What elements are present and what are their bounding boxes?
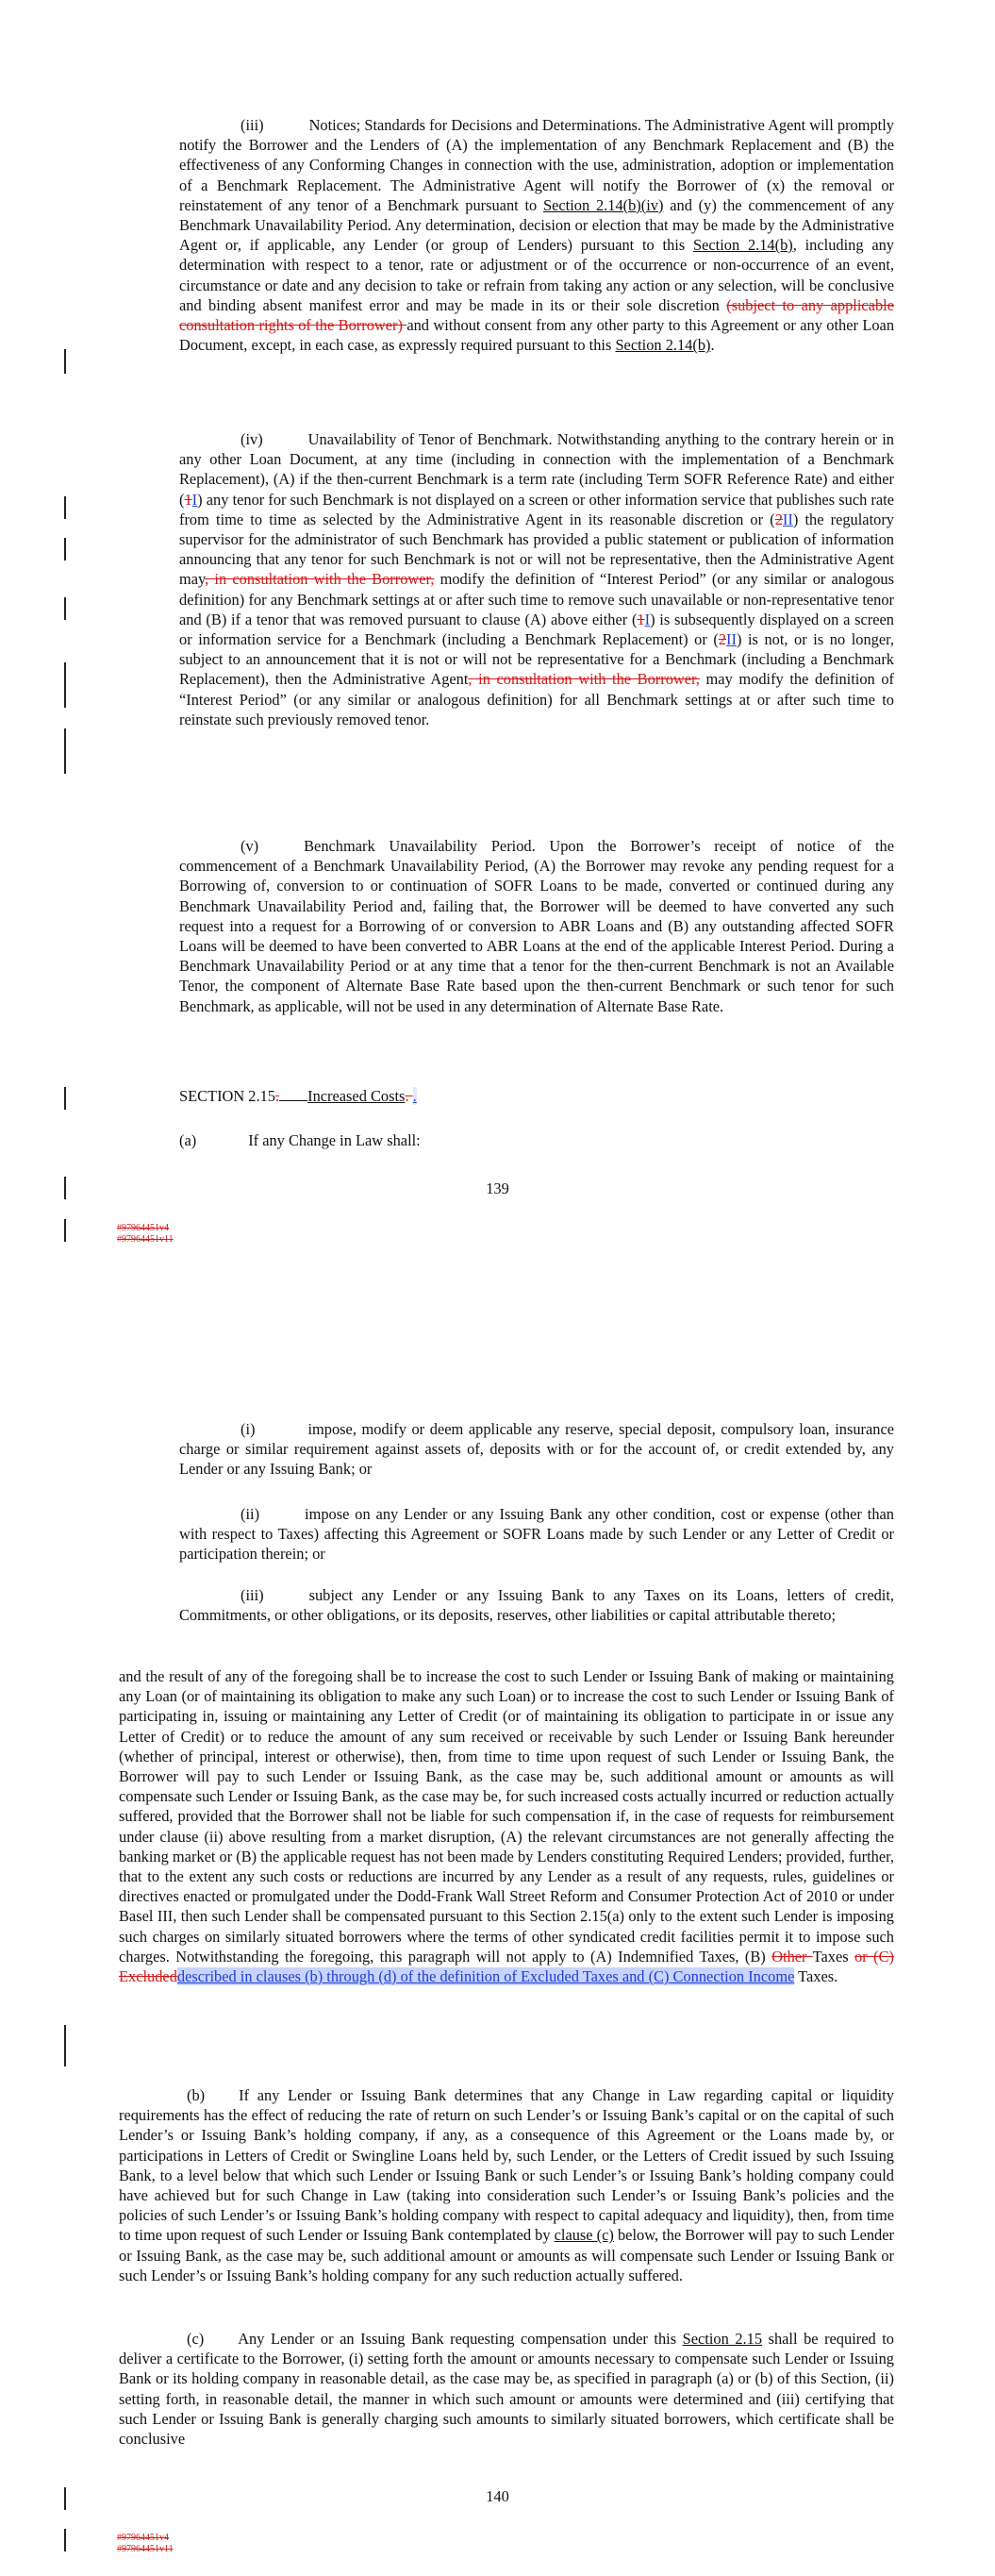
deleted-text: .: [405, 1087, 413, 1105]
section-reference: Section 2.14(b)(iv): [543, 195, 664, 214]
change-bar: [64, 1087, 66, 1110]
change-bar: [64, 496, 66, 519]
change-bar: [64, 1219, 66, 1242]
deleted-text: (subject to any applicable consultation rights of the Borrower): [179, 295, 894, 335]
section-reference: Section 2.15: [682, 2330, 763, 2348]
footer-doc-id: #97964451v4 #97964451v11: [117, 1223, 174, 1245]
deleted-text: 2: [718, 630, 727, 649]
change-bar: [64, 2025, 66, 2066]
clause-b: (b) If any Lender or Issuing Bank determines that any Change in Law regarding capital or liquidity requirements has the effect of reducing the rate of return on such Lender’s or Issuing Bank’s capital or on the capital of such Lender’s or Issuing Bank’s holding company, if any, as a consequence of this Agreement or the Loans made by, or participations in Letters of Credit or Swingline Loans held by, such Lender, or the Letters of Credit issued by such Issuing Bank, to a level below that which such Lender or Issuing Bank or such Lender’s or Issuing Bank’s holding company could have achieved but for such Change in Law (taking into consideration such Lender’s or Issuing Bank’s policies and the policies of such Lender’s or Issuing Bank’s holding company with respect to capital adequacy and liquidity), then, from time to time upon request of such Lender or Issuing Bank contemplated by clause (c) below, the Borrower will pay to such Lender or Issuing Bank, as the case may be, such additional amount or amounts as will compensate such Lender or Issuing Bank or such Lender’s or Issuing Bank’s holding company for any such reduction actually suffered.: [119, 2086, 894, 2284]
item-ii: (ii) impose on any Lender or any Issuing Bank any other condition, cost or expense (other than with respect to Taxes) affecting this Agreement or SOFR Loans made by such Lender or any Letter of Credit or participation therein; or: [179, 1505, 894, 1564]
deleted-text: 1: [184, 490, 192, 509]
clause-reference: clause (c): [554, 2226, 614, 2245]
clause-c: (c) Any Lender or an Issuing Bank requesting compensation under this Section 2.15 shall be required to deliver a certificate to the Borrower, (i) setting forth the amount or amounts necessary to compensate such Lender or Issuing Bank or its holding company in reasonable detail, as the case may be, as specified in paragraph (a) or (b) of this Section, (ii) setting forth, in reasonable detail, the manner in which such amount or amounts were determined and (iii) certifying that such Lender or Issuing Bank is generally charging such amounts to similarly situated borrowers, which certificate shall be conclusive: [119, 2330, 894, 2449]
page-number: 139: [486, 1179, 509, 1197]
inserted-text: II: [726, 630, 737, 649]
change-bar: [64, 597, 66, 620]
result-paragraph: and the result of any of the foregoing shall be to increase the cost to such Lender or Issuing Bank of making or maintaining any Loan (or of maintaining its obligation to make any such Loan) or to increase the cost to such Lender or Issuing Bank of participating in, issuing or maintaining any Letter of Credit (or of maintaining its obligation to participate in or issue any Letter of Credit) or to reduce the amount of any sum received or receivable by such Lender or Issuing Bank hereunder (whether of principal, interest or otherwise), then, from time to time upon request of such Lender or Issuing Bank, the Borrower will pay to such Lender or Issuing Bank, as the case may be, such additional amount or amounts as will compensate such Lender or Issuing Bank, as the case may be, for such increased costs actually incurred or reduction actually suffered, provided that the Borrower shall not be liable for such compensation if, in the case of requests for reimbursement under clause (ii) above resulting from a market disruption, (A) the relevant circumstances are not generally affecting the banking market or (B) the applicable request has not been made by Lenders constituting Required Lenders; provided, further, that to the extent any such costs or reductions are incurred by any Lender as a result of any requests, rules, guidelines or directives enacted or promulgated under the Dodd-Frank Wall Street Reform and Consumer Protection Act of 2010 or under Basel III, then such Lender shall be compensated pursuant to this Section 2.15(a) only to the extent such Lender is imposing such charges on similarly situated borrowers where the terms of other syndicated credit facilities permit it to impose such charges. Notwithstanding the foregoing, this paragraph will not apply to (A) Indemnified Taxes, (B) Other Taxes or (C) Excludeddescribed in clauses (b) through (d) of the definition of Excluded Taxes and (C) Connection Income Taxes.: [119, 1667, 894, 1986]
deleted-text: Other: [771, 1947, 813, 1965]
footer-doc-id: #97964451v4 #97964451v11: [117, 2533, 174, 2554]
paragraph-iii: (iii) Notices; Standards for Decisions and Determinations. The Administrative Agent will promptly notify the Borrower and the Lenders of (A) the implementation of any Benchmark Replacement and (B) the effectiveness of any Conforming Changes in connection with the use, administration, adoption or implementation of a Benchmark Replacement. The Administrative Agent will notify the Borrower of (x) the removal or reinstatement of any tenor of a Benchmark pursuant to Section 2.14(b)(iv) and (y) the commencement of any Benchmark Unavailability Period. Any determination, decision or election that may be made by the Administrative Agent or, if applicable, any Lender (or group of Lenders) pursuant to this Section 2.14(b), including any determination with respect to a tenor, rate or adjustment or of the occurrence or non-occurrence of an event, circumstance or date and any decision to take or refrain from taking any action or any selection, will be conclusive and binding absent manifest error and may be made in its or their sole discretion (subject to any applicable consultation rights of the Borrower) and without consent from any other party to this Agreement or any other Loan Document, except, in each case, as expressly required pursuant to this Section 2.14(b).: [179, 116, 895, 355]
inserted-text: .: [412, 1087, 417, 1105]
section-reference: Section 2.14(b): [615, 336, 711, 355]
inserted-text: II: [782, 510, 793, 528]
deleted-text: or (C) Excluded: [119, 1947, 894, 1986]
page-139: [0, 0, 995, 1264]
deleted-text: , in consultation with the Borrower,: [468, 670, 700, 689]
section-reference: Section 2.14(b): [693, 236, 793, 255]
section-heading: SECTION 2.15. Increased Costs. .: [179, 1087, 417, 1105]
change-bar: [64, 538, 66, 560]
inserted-text: I: [644, 610, 651, 628]
deleted-text: 2: [774, 510, 783, 528]
change-bar: [64, 2529, 66, 2551]
change-bar: [64, 728, 66, 774]
paragraph-v: (v) Benchmark Unavailability Period. Upon the Borrower’s receipt of notice of the commencement of a Benchmark Unavailability Period, (A) the Borrower may revoke any pending request for a Borrowing of, conversion to or continuation of SOFR Loans to be made, converted or continued during any Benchmark Unavailability Period and, failing that, the Borrower will be deemed to have converted any such request into a request for a Borrowing of or conversion to ABR Loans and (B) any outstanding affected SOFR Loans will be deemed to have been converted to ABR Loans at the end of the applicable Interest Period. During a Benchmark Unavailability Period or at any time that a tenor for the then-current Benchmark is not an Available Tenor, the component of Alternate Base Rate based upon the then-current Benchmark or such tenor for such Benchmark, as applicable, will not be used in any determination of Alternate Base Rate.: [179, 837, 894, 1015]
change-bar: [64, 349, 66, 374]
deleted-text: .: [275, 1087, 280, 1105]
deleted-text: , in consultation with the Borrower,: [205, 570, 435, 589]
inserted-text: I: [191, 490, 198, 509]
change-bar: [64, 662, 66, 708]
inserted-text: described in clauses (b) through (d) of the definition of Excluded Taxes and (C) Connection Income: [176, 1967, 795, 1986]
section-title: Increased Costs: [307, 1087, 406, 1105]
item-i: (i) impose, modify or deem applicable any reserve, special deposit, compulsory loan, insurance charge or similar requirement against assets of, deposits with or for the account of, or credit extended by, any Lender or any Issuing Bank; or: [179, 1420, 894, 1479]
deleted-text: 1: [637, 610, 645, 628]
page-number: 140: [486, 2487, 509, 2505]
clause-a: (a) If any Change in Law shall:: [179, 1131, 421, 1149]
page-140: [0, 1264, 995, 2576]
paragraph-iv: (iv) Unavailability of Tenor of Benchmark. Notwithstanding anything to the contrary herein or in any other Loan Document, at any time (including in connection with the implementation of a Benchmark Replacement), (A) if the then-current Benchmark is a term rate (including Term SOFR Reference Rate) and either (1I) any tenor for such Benchmark is not displayed on a screen or other information service that publishes such rate from time to time as selected by the Administrative Agent in its reasonable discretion or (2II) the regulatory supervisor for the administrator of such Benchmark has provided a public statement or publication of information announcing that any tenor for such Benchmark is not or will not be representative, then the Administrative Agent may, in consultation with the Borrower, modify the definition of “Interest Period” (or any similar or analogous definition) for any Benchmark settings at or after such time to remove such unavailable or non-representative tenor and (B) if a tenor that was removed pursuant to clause (A) above either (1I) is subsequently displayed on a screen or information service for a Benchmark (including a Benchmark Replacement) or (2II) is not, or is no longer, subject to an announcement that it is not or will not be representative for a Benchmark (including a Benchmark Replacement), then the Administrative Agent, in consultation with the Borrower, may modify the definition of “Interest Period” (or any similar or analogous definition) for all Benchmark settings at or after such time to reinstate such previously removed tenor.: [179, 430, 895, 728]
item-iii: (iii) subject any Lender or any Issuing Bank to any Taxes on its Loans, letters of credit, Commitments, or other obligations, or its deposits, reserves, other liabilities or capital attributable thereto;: [179, 1586, 894, 1625]
